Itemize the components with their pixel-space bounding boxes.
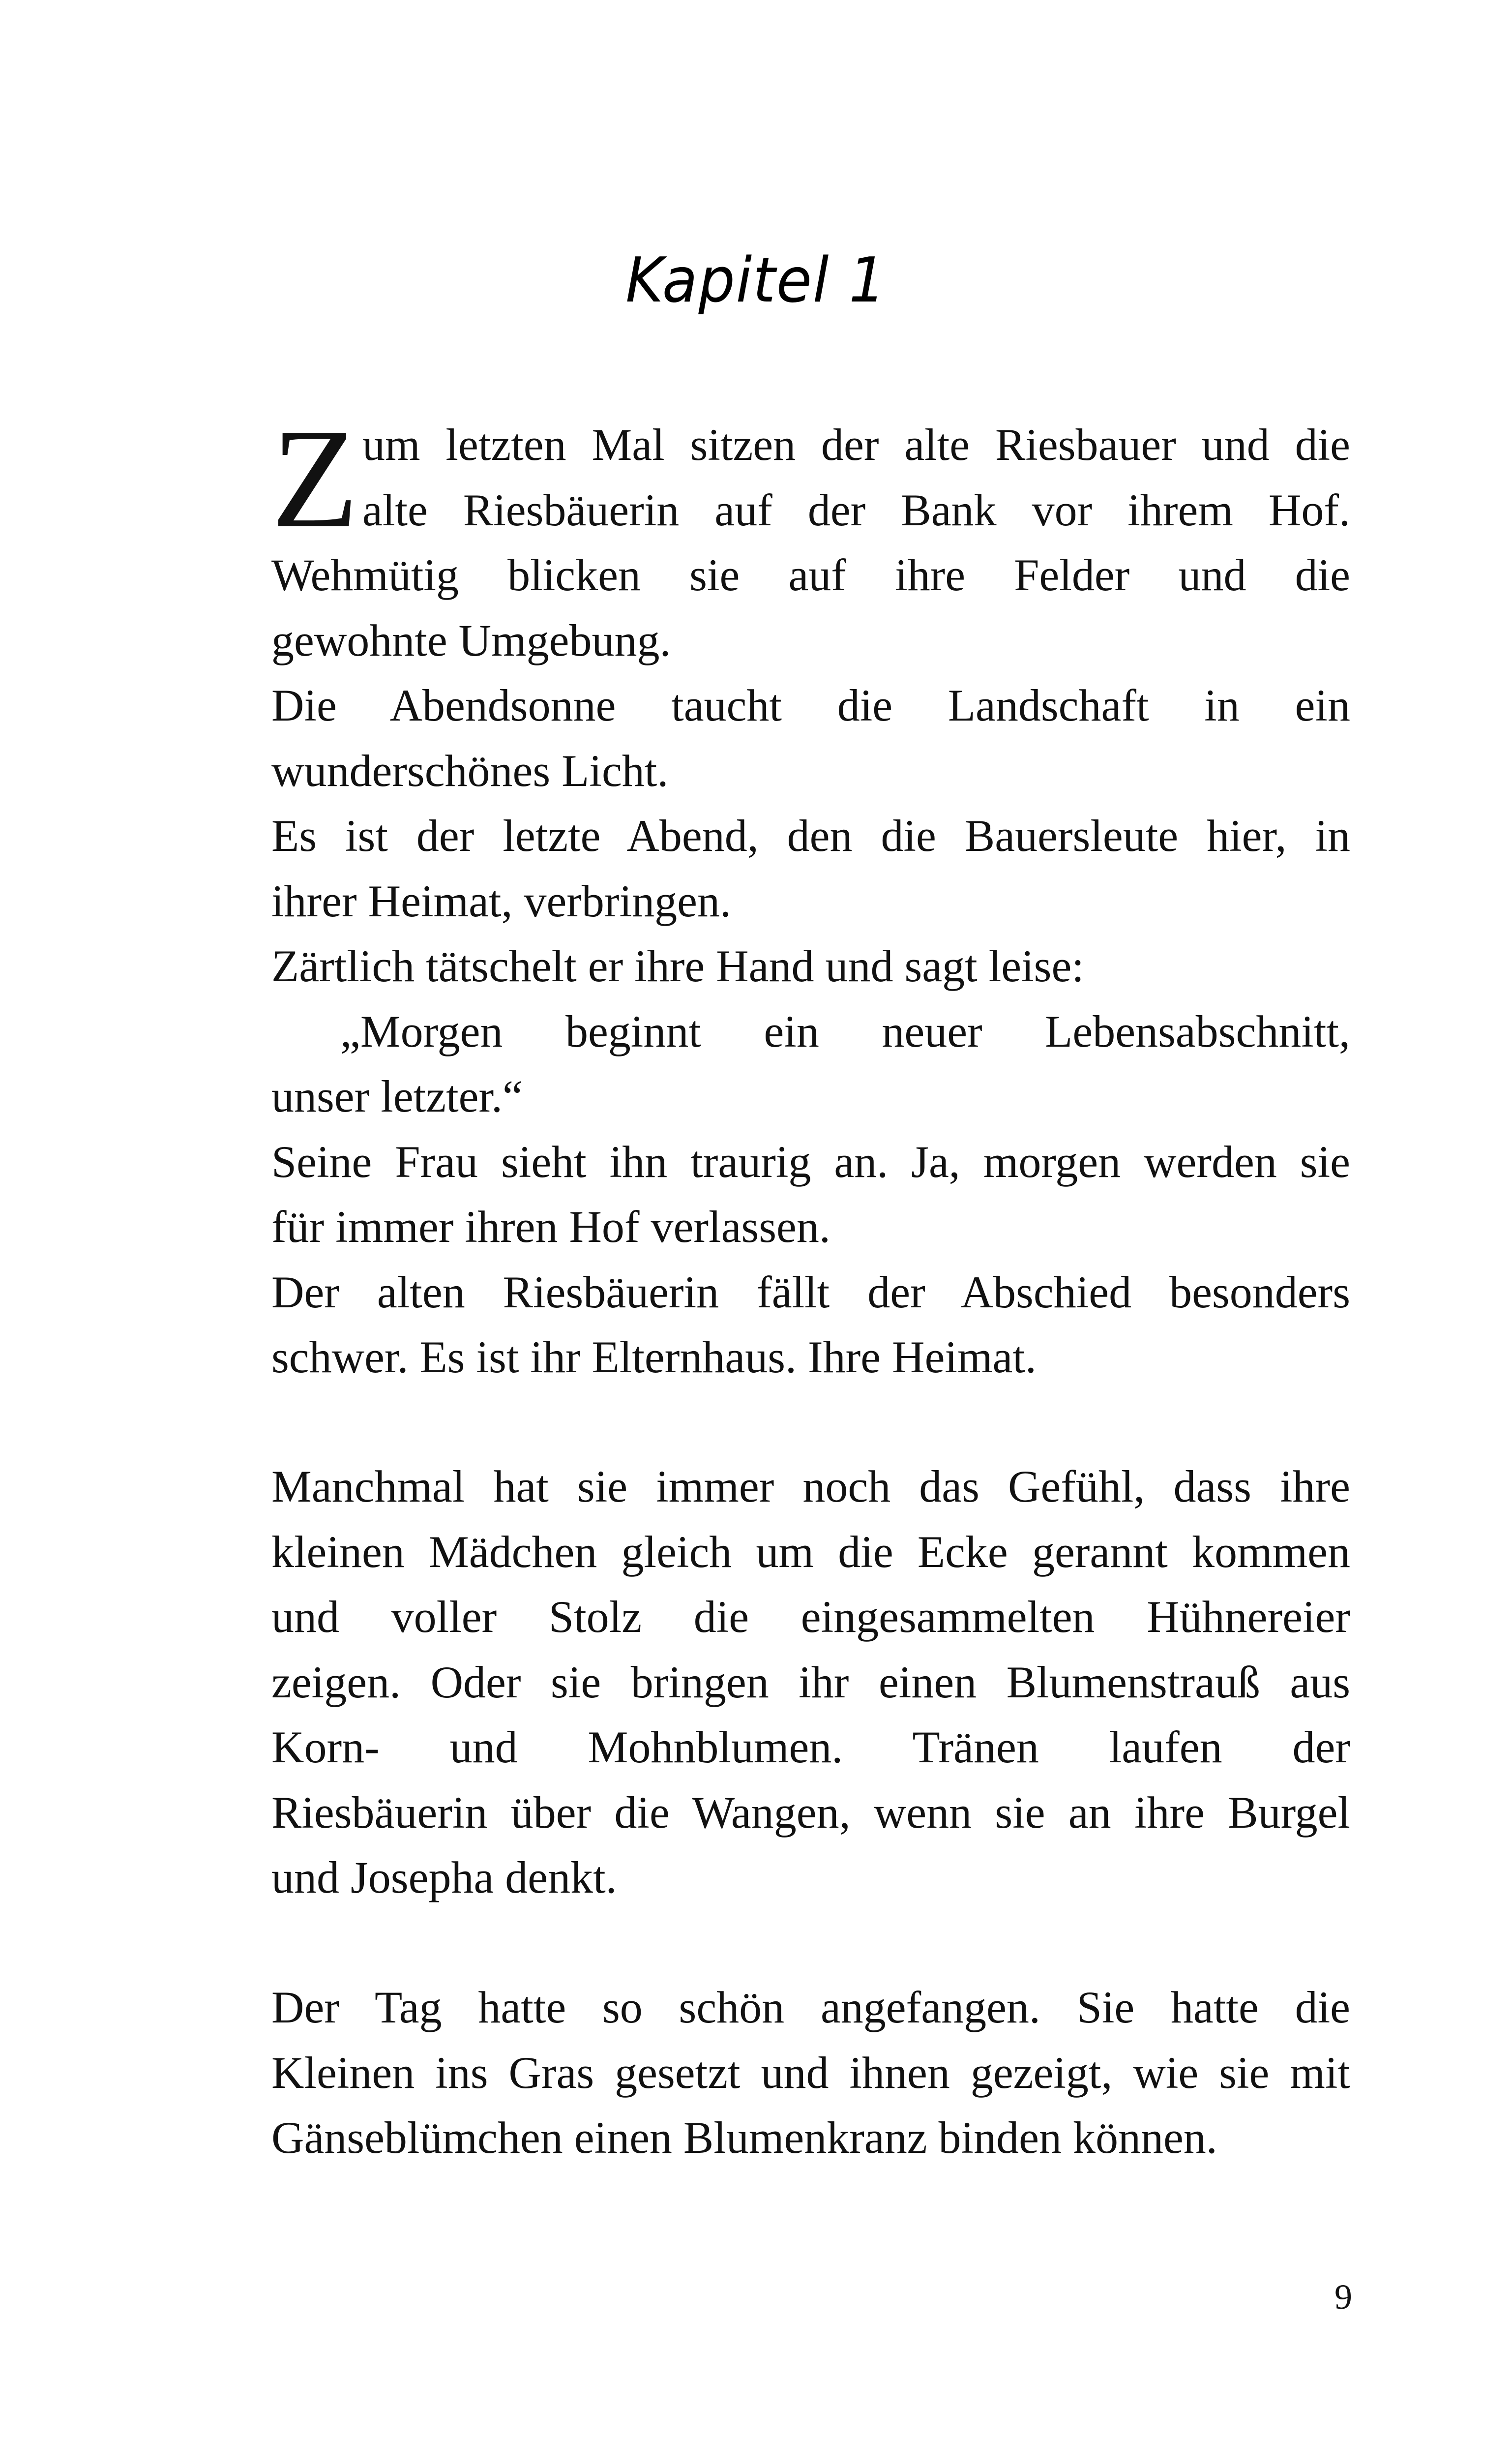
text-line [271,478,1350,543]
drop-cap: Z [271,399,359,557]
text-line: zeigen. Oder sie bringen ihr einen Blumenstrauß aus [271,1657,1350,1707]
text-line: Riesbäuerin über die Wangen, wenn sie an ihre Burgel [271,1787,1350,1838]
text-line: kleinen Mädchen gleich um die Ecke gerannt kommen [271,1526,1350,1577]
paragraph-3 [271,1975,1350,2171]
text-line: Zärtlich tätschelt er ihre Hand und sagt leise: [271,941,1084,991]
text-line: Wehmütig blicken sie auf ihre Felder und die [271,550,1350,600]
text-line: Korn- und Mohnblumen. Tränen laufen der [271,1722,1350,1772]
text-line-content: um letzten Mal sitzen der alte Riesbauer und die [362,420,1350,470]
paragraph-2 [271,1454,1350,1910]
text-line: unser letzter.“ [271,1071,523,1121]
text-line: gewohnte Umgebung. [271,615,671,665]
text-line: Gänseblümchen einen Blumenkranz binden können. [271,2112,1217,2163]
text-line: für immer ihren Hof verlassen. [271,1202,830,1252]
text-line: wunderschönes Licht. [271,745,669,796]
text-line: ihrer Heimat, verbringen. [271,875,731,926]
text-line: und Josepha denkt. [271,1852,617,1902]
text-line: Seine Frau sieht ihn traurig an. Ja, morgen werden sie [271,1136,1350,1187]
text-line: und voller Stolz die eingesammelten Hühnereier [271,1592,1350,1642]
text-line: Der Tag hatte so schön angefangen. Sie hatte die [271,1982,1350,2032]
text-line: schwer. Es ist ihr Elternhaus. Ihre Heimat. [271,1332,1037,1382]
text-line: Es ist der letzte Abend, den die Bauersleute hier, in [271,811,1350,861]
text-line: Die Abendsonne taucht die Landschaft in ein [271,680,1350,730]
chapter-title: Kapitel 1 [625,244,887,316]
paragraph-1 [271,399,1350,1390]
text-line: Kleinen ins Gras gesetzt und ihnen gezeigt, wie sie mit [271,2047,1350,2098]
page-number: 9 [1334,2277,1352,2317]
text-line-content: alte Riesbäuerin auf der Bank vor ihrem Hof. [362,484,1350,535]
text-line: „Morgen beginnt ein neuer Lebensabschnitt, [340,1006,1350,1056]
text-line: Manchmal hat sie immer noch das Gefühl, dass ihre [271,1461,1350,1511]
text-line: Der alten Riesbäuerin fällt der Abschied besonders [271,1267,1350,1317]
